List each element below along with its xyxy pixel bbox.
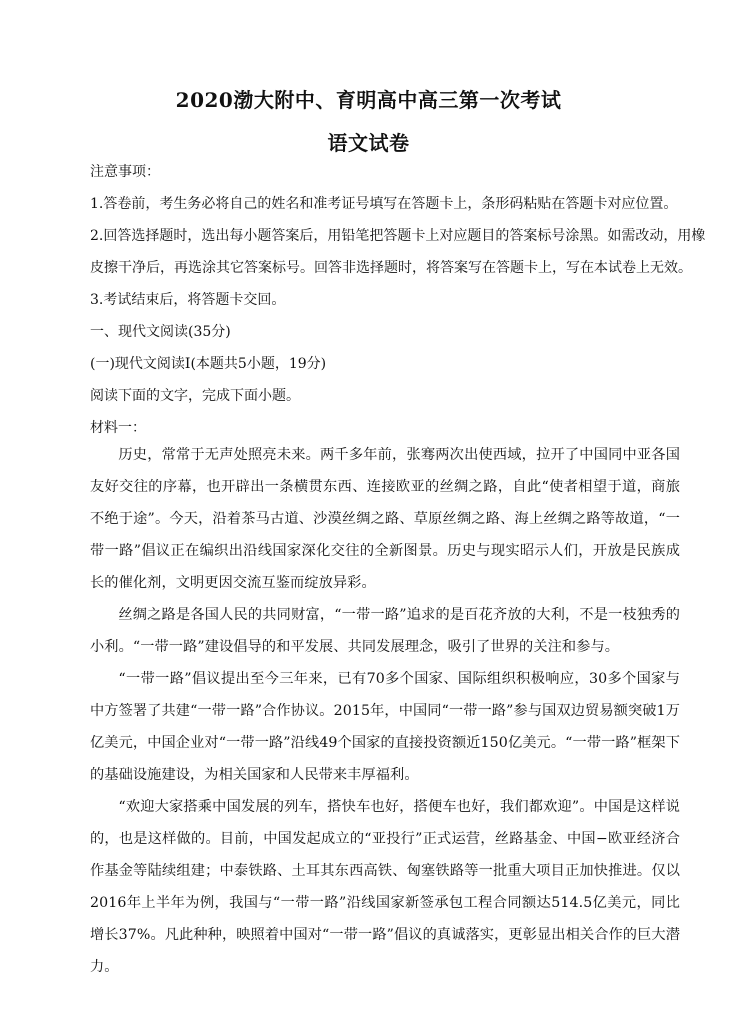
notice-item-3: 3.考试结束后，将答题卡交回。 xyxy=(90,292,286,308)
paragraph-2: 丝绸之路是各国人民的共同财富，“一带一路”追求的是百花齐放的大利，不是一枝独秀的小利。“一带一路”建设倡导的和平发展、共同发展理念，吸引了世界的关注和参与。 xyxy=(90,607,680,655)
notice-item-1: 1.答卷前，考生务必将自己的姓名和准考证号填写在答题卡上，条形码粘贴在答题卡对应位置。 xyxy=(90,196,678,212)
section-subheading: (一)现代文阅读I(本题共5小题，19分) xyxy=(90,356,327,372)
exam-title: 2020渤大附中、育明高中高三第一次考试 xyxy=(175,88,562,112)
material-label: 材料一： xyxy=(90,420,146,436)
paragraph-4: “欢迎大家搭乘中国发展的列车，搭快车也好，搭便车也好，我们都欢迎”。中国是这样说的，也是这样做的。目前，中国发起成立的“亚投行”正式运营，丝路基金、中国−欧亚经济合作基金等陆续组建；中泰铁路、土耳其东西高铁、匈塞铁路等一批重大项目正加快推进。仅以2016年上半年为例，我国与“一带一路”沿线国家新签承包工程合同额达514.5亿美元，同比增长37%。凡此种种，映照着中国对“一带一路”倡议的真诚落实，更彰显出相关合作的巨大潜力。 xyxy=(90,799,680,975)
notice-item-2-cont: 皮擦干净后，再选涂其它答案标号。回答非选择题时，将答案写在答题卡上，写在本试卷上无效。 xyxy=(90,260,692,276)
notice-heading: 注意事项： xyxy=(90,164,160,180)
paragraph-1: 历史，常常于无声处照亮未来。两千多年前，张骞两次出使西域，拉开了中国同中亚各国友好交往的序幕，也开辟出一条横贯东西、连接欧亚的丝绸之路，自此“使者相望于道，商旅不绝于途”。今天，沿着茶马古道、沙漠丝绸之路、草原丝绸之路、海上丝绸之路等故道，“一带一路”倡议正在编织出沿线国家深化交往的全新图景。历史与现实昭示人们，开放是民族成长的催化剂，文明更因交流互鉴而绽放异彩。 xyxy=(90,447,680,591)
exam-subtitle: 语文试卷 xyxy=(327,131,410,155)
paragraph-3: “一带一路”倡议提出至今三年来，已有70多个国家、国际组织积极响应，30多个国家与中方签署了共建“一带一路”合作协议。2015年，中国同“一带一路”参与国双边贸易额突破1万亿美元，中国企业对“一带一路”沿线49个国家的直接投资额近150亿美元。“一带一路”框架下的基础设施建设，为相关国家和人民带来丰厚福利。 xyxy=(90,671,680,783)
reading-instruction: 阅读下面的文字，完成下面小题。 xyxy=(90,388,300,404)
notice-item-2: 2.回答选择题时，选出每小题答案后，用铅笔把答题卡上对应题目的答案标号涂黑。如需改动，用橡 xyxy=(90,228,706,244)
section-heading: 一、现代文阅读(35分) xyxy=(90,324,231,340)
